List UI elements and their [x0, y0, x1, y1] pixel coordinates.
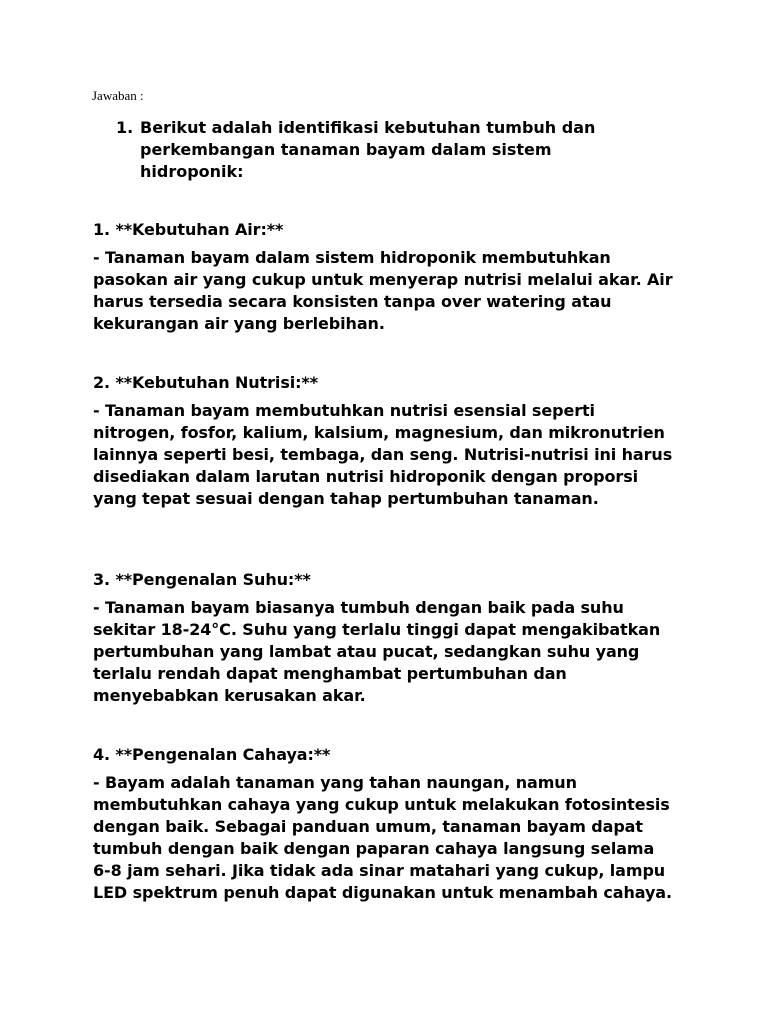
section-water — [93, 219, 673, 335]
section-nutrition — [93, 372, 673, 510]
intro-list-item — [116, 117, 636, 183]
section-body: - Tanaman bayam biasanya tumbuh dengan baik pada suhu sekitar 18-24°C. Suhu yang terlalu tinggi dapat mengakibatkan pertumbuhan yang lambat atau pucat, sedangkan suhu yang terlalu rendah dapat menghambat pertumbuhan dan menyebabkan kerusakan akar. — [93, 598, 661, 705]
section-temperature — [93, 569, 673, 707]
answer-label: Jawaban : — [92, 88, 144, 103]
section-heading: 4. **Pengenalan Cahaya:** — [93, 745, 331, 764]
intro-number: 1. — [116, 118, 134, 137]
section-body: - Bayam adalah tanaman yang tahan naungan, namun membutuhkan cahaya yang cukup untuk melakukan fotosintesis dengan baik. Sebagai panduan umum, tanaman bayam dapat tumbuh dengan baik dengan paparan cahaya langsung selama 6-8 jam sehari. Jika tidak ada sinar matahari yang cukup, lampu LED spektrum penuh dapat digunakan untuk menambah cahaya. — [93, 773, 672, 902]
section-heading: 2. **Kebutuhan Nutrisi:** — [93, 373, 318, 392]
section-heading: 1. **Kebutuhan Air:** — [93, 220, 284, 239]
section-light — [93, 744, 673, 904]
section-heading: 3. **Pengenalan Suhu:** — [93, 570, 311, 589]
intro-text: Berikut adalah identifikasi kebutuhan tumbuh dan perkembangan tanaman bayam dalam sistem hidroponik: — [140, 118, 596, 181]
section-body: - Tanaman bayam dalam sistem hidroponik membutuhkan pasokan air yang cukup untuk menyerap nutrisi melalui akar. Air harus tersedia secara konsisten tanpa over watering atau kekurangan air yang berlebihan. — [93, 248, 673, 333]
section-body: - Tanaman bayam membutuhkan nutrisi esensial seperti nitrogen, fosfor, kalium, kalsium, magnesium, dan mikronutrien lainnya seperti besi, tembaga, dan seng. Nutrisi-nutrisi ini harus disediakan dalam larutan nutrisi hidroponik dengan proporsi yang tepat sesuai dengan tahap pertumbuhan tanaman. — [93, 401, 673, 508]
